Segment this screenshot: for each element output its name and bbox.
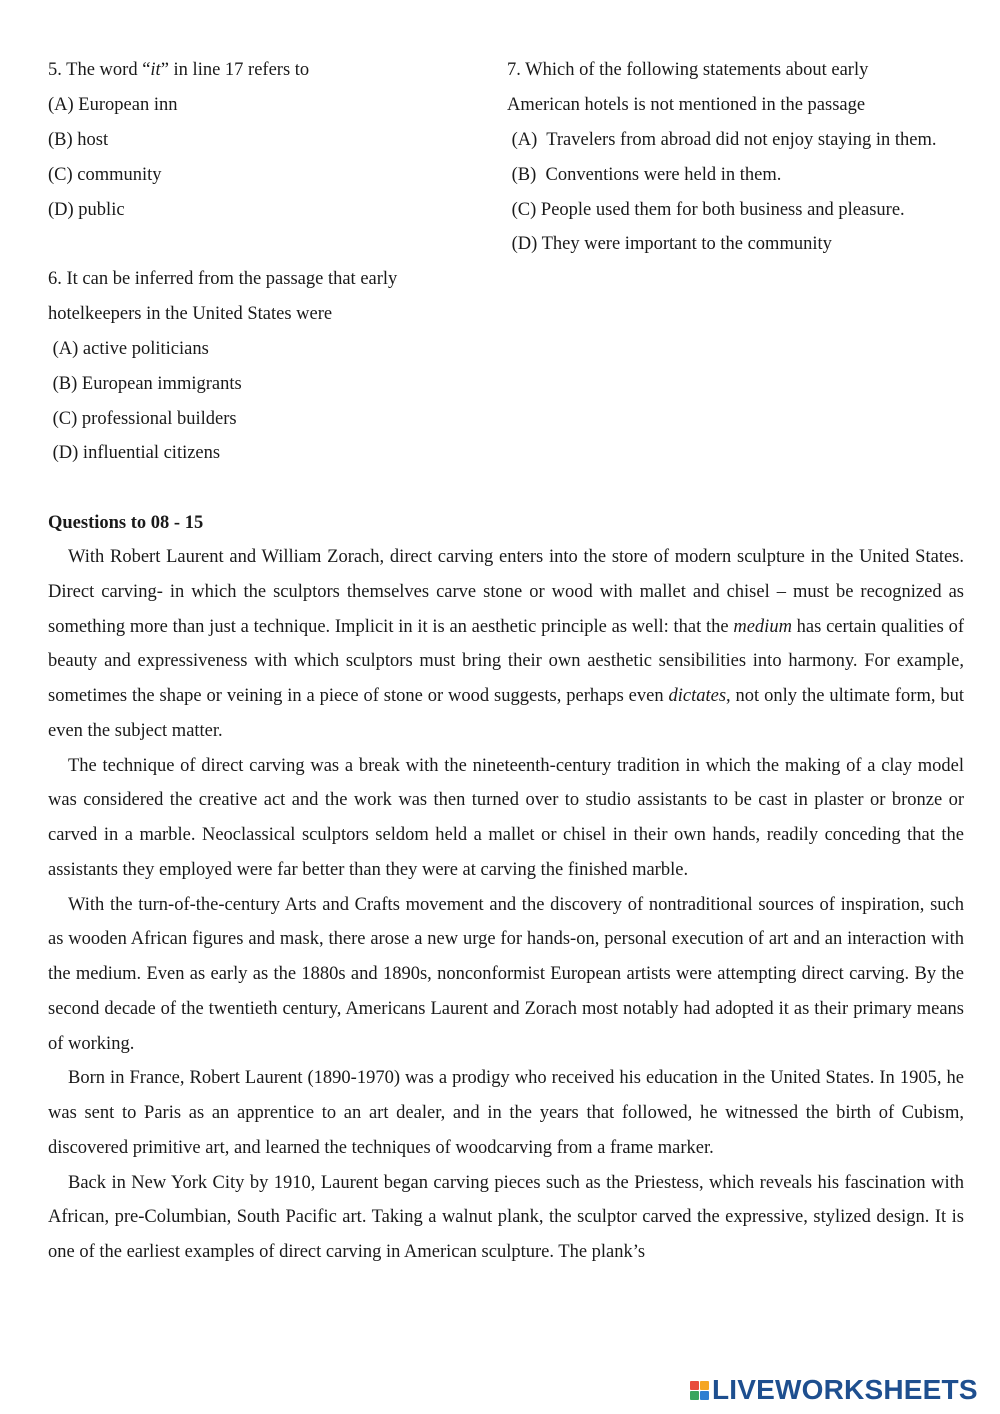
passage-paragraph-4: Born in France, Robert Laurent (1890-1970) was a prodigy who received his education in the United States. In 1905, he was sent to Paris as an apprentice to an art dealer, and in the years that followed, he witnessed the birth of Cubism, discovered primitive art, and learned the techniques of woodcarving from a frame marker. [48,1068,964,1158]
q6-stem-line-2: hotelkeepers in the United States were [48,304,333,324]
liveworksheets-logo-icon [690,1381,709,1400]
q7-option-a[interactable]: (A) Travelers from abroad did not enjoy staying in them. [507,130,937,150]
logo-cell-orange [700,1381,709,1390]
q6-option-d[interactable]: (D) influential citizens [48,443,221,463]
logo-cell-blue [700,1391,709,1400]
reading-passage [48,540,964,1270]
logo-cell-red [690,1381,699,1390]
q6-stem-line-1: 6. It can be inferred from the passage that early [48,269,398,289]
q7-stem-line-2: American hotels is not mentioned in the passage [507,95,866,115]
watermark-text: LIVEWORKSHEETS [712,1374,978,1405]
passage-paragraph-5: Back in New York City by 1910, Laurent began carving pieces such as the Priestess, which reveals his fascination with African, pre-Columbian, South Pacific art. Taking a walnut plank, the sculptor carved the expressive, stylized design. It is one of the earliest examples of direct carving in American sculpture. The plank’s [48,1172,964,1262]
q7-stem-line-1: 7. Which of the following statements about early [507,60,869,80]
passage-paragraph-1: With Robert Laurent and William Zorach, direct carving enters into the store of modern sculpture in the United States. Direct carving- in which the sculptors themselves carve stone or wood with mallet and chisel – must be recognized as something more than just a technique. Implicit in it is an aesthetic principle as well: that the medium has certain qualities of beauty and expressiveness with which sculptors must bring their own aesthetic sensibilities into harmony. For example, sometimes the shape or veining in a piece of stone or wood suggests, perhaps even dictates, not only the ultimate form, but even the subject matter. [48,547,964,741]
q6-option-c[interactable]: (C) professional builders [48,409,237,429]
passage-paragraph-3: With the turn-of-the-century Arts and Crafts movement and the discovery of nontraditional sources of inspiration, such as wooden African figures and mask, there arose a new urge for hands-on, personal execution of art and an interaction with the medium. Even as early as the 1880s and 1890s, nonconformist European artists were attempting direct carving. By the second decade of the twentieth century, Americans Laurent and Zorach most notably had adopted it as their primary means of working. [48,894,964,1054]
q7-option-b[interactable]: (B) Conventions were held in them. [507,165,782,185]
section-heading: Questions to 08 - 15 [48,513,204,533]
q7-option-c[interactable]: (C) People used them for both business and pleasure. [507,200,905,220]
q5-option-c[interactable]: (C) community [48,165,162,185]
liveworksheets-watermark [690,1374,978,1406]
q5-option-a[interactable]: (A) European inn [48,95,178,115]
q5-option-b[interactable]: (B) host [48,130,109,150]
q5-stem: 5. The word “it” in line 17 refers to [48,60,310,80]
q5-option-d[interactable]: (D) public [48,200,125,220]
passage-paragraph-2: The technique of direct carving was a break with the nineteenth-century tradition in which the making of a clay model was considered the creative act and the work was then turned over to studio assistants to be cast in plaster or bronze or carved in a marble. Neoclassical sculptors seldom held a mallet or chisel in their own hands, readily conceding that the assistants they employed were far better than they were at carving the finished marble. [48,755,964,880]
q7-option-d[interactable]: (D) They were important to the community [507,234,832,254]
logo-cell-green [690,1391,699,1400]
q6-option-b[interactable]: (B) European immigrants [48,374,242,394]
q6-option-a[interactable]: (A) active politicians [48,339,209,359]
